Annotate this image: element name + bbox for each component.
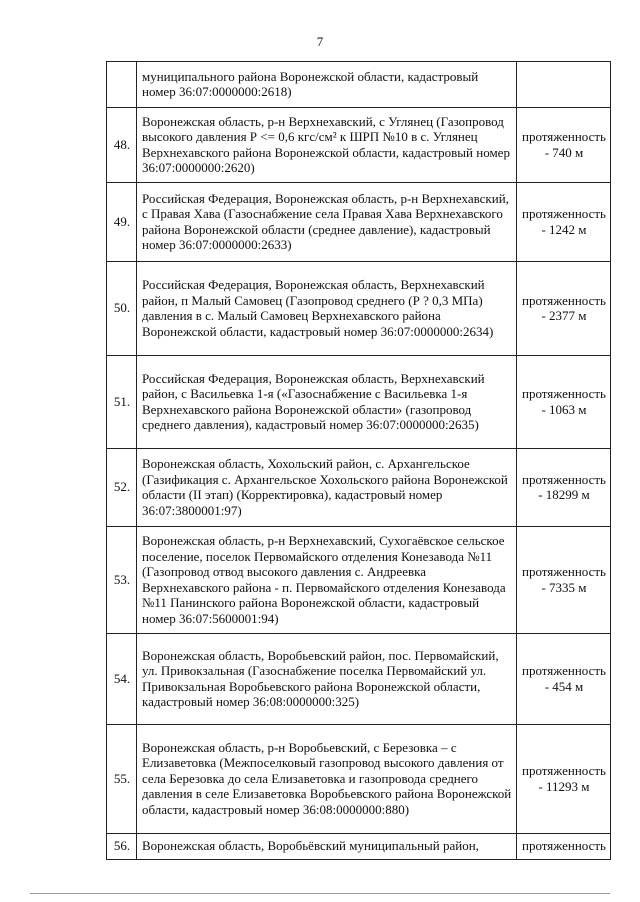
object-description: Воронежская область, Хохольский район, с. Архангельское (Газификация с. Архангельское Хохольского района Воронежской области (II этап) (Корректировка), кадастровый номер 36:07:3800001:97): [137, 449, 517, 527]
object-length: протяженность: [517, 834, 611, 860]
registry-table: [106, 61, 611, 860]
row-number: 49.: [107, 183, 137, 262]
object-description: муниципального района Воронежской области, кадастровый номер 36:07:0000000:2618): [137, 62, 517, 108]
object-length: протяженность - 18299 м: [517, 449, 611, 527]
object-description: Воронежская область, р-н Верхнехавский, с Углянец (Газопровод высокого давления Р <= 0,6 кгс/см² к ШРП №10 в с. Углянец Верхнехавского района Воронежской области, кадастровый номер 36:07:0000000:2620): [137, 108, 517, 183]
object-length: протяженность - 454 м: [517, 634, 611, 725]
table-row: [107, 62, 611, 108]
object-length: протяженность - 2377 м: [517, 262, 611, 356]
bottom-divider: [30, 893, 610, 894]
object-length: протяженность - 1063 м: [517, 356, 611, 449]
row-number: 53.: [107, 527, 137, 634]
row-number: 55.: [107, 725, 137, 834]
object-description: Воронежская область, Воробьевский район, пос. Первомайский, ул. Привокзальная (Газоснабжение поселка Первомайский ул. Привокзальная Воробьевского района Воронежской области, кадастровый номер 36:08:0000000:325): [137, 634, 517, 725]
object-length: протяженность - 7335 м: [517, 527, 611, 634]
table-row: [107, 262, 611, 356]
object-description: Воронежская область, р-н Воробьевский, с Березовка – с Елизаветовка (Межпоселковый газопровод высокого давления от села Березовка до села Елизаветовка и газопровода среднего давления в селе Елизаветовка Воробьевского района Воронежской области, кадастровый номер 36:08:0000000:880): [137, 725, 517, 834]
row-number: 52.: [107, 449, 137, 527]
table-row: [107, 449, 611, 527]
object-description: Воронежская область, р-н Верхнехавский, Сухогаёвское сельское поселение, поселок Первомайского отделения Конезавода №11 (Газопровод отвод высокого давления с. Андреевка Верхнехавского района - п. Первомайского отделения Конезавода №11 Панинского района Воронежской области, кадастровый номер 36:07:5600001:94): [137, 527, 517, 634]
object-length: [517, 62, 611, 108]
row-number: 50.: [107, 262, 137, 356]
table-row: [107, 725, 611, 834]
object-length: протяженность - 11293 м: [517, 725, 611, 834]
table-row: [107, 634, 611, 725]
object-length: протяженность - 740 м: [517, 108, 611, 183]
table-row: [107, 183, 611, 262]
row-number: 48.: [107, 108, 137, 183]
object-description: Воронежская область, Воробьёвский муниципальный район,: [137, 834, 517, 860]
table-row: [107, 108, 611, 183]
row-number: 51.: [107, 356, 137, 449]
object-description: Российская Федерация, Воронежская область, Верхнехавский район, п Малый Самовец (Газопровод среднего (Р ? 0,3 МПа) давления в с. Малый Самовец Верхнехавского района Воронежской области, кадастровый номер 36:07:0000000:2634): [137, 262, 517, 356]
row-number: 56.: [107, 834, 137, 860]
object-description: Российская Федерация, Воронежская область, р-н Верхнехавский, с Правая Хава (Газоснабжение села Правая Хава Верхнехавского района Воронежской области (среднее давление), кадастровый номер 36:07:0000000:2633): [137, 183, 517, 262]
table-row: [107, 356, 611, 449]
object-description: Российская Федерация, Воронежская область, Верхнехавский район, с Васильевка 1-я («Газоснабжение с Васильевка 1-я Верхнехавского района Воронежской области» (газопровод среднего давления), кадастровый номер 36:07:0000000:2635): [137, 356, 517, 449]
row-number: 54.: [107, 634, 137, 725]
table-row: [107, 834, 611, 860]
table-row: [107, 527, 611, 634]
object-length: протяженность - 1242 м: [517, 183, 611, 262]
page-number: 7: [316, 34, 324, 49]
row-number: [107, 62, 137, 108]
